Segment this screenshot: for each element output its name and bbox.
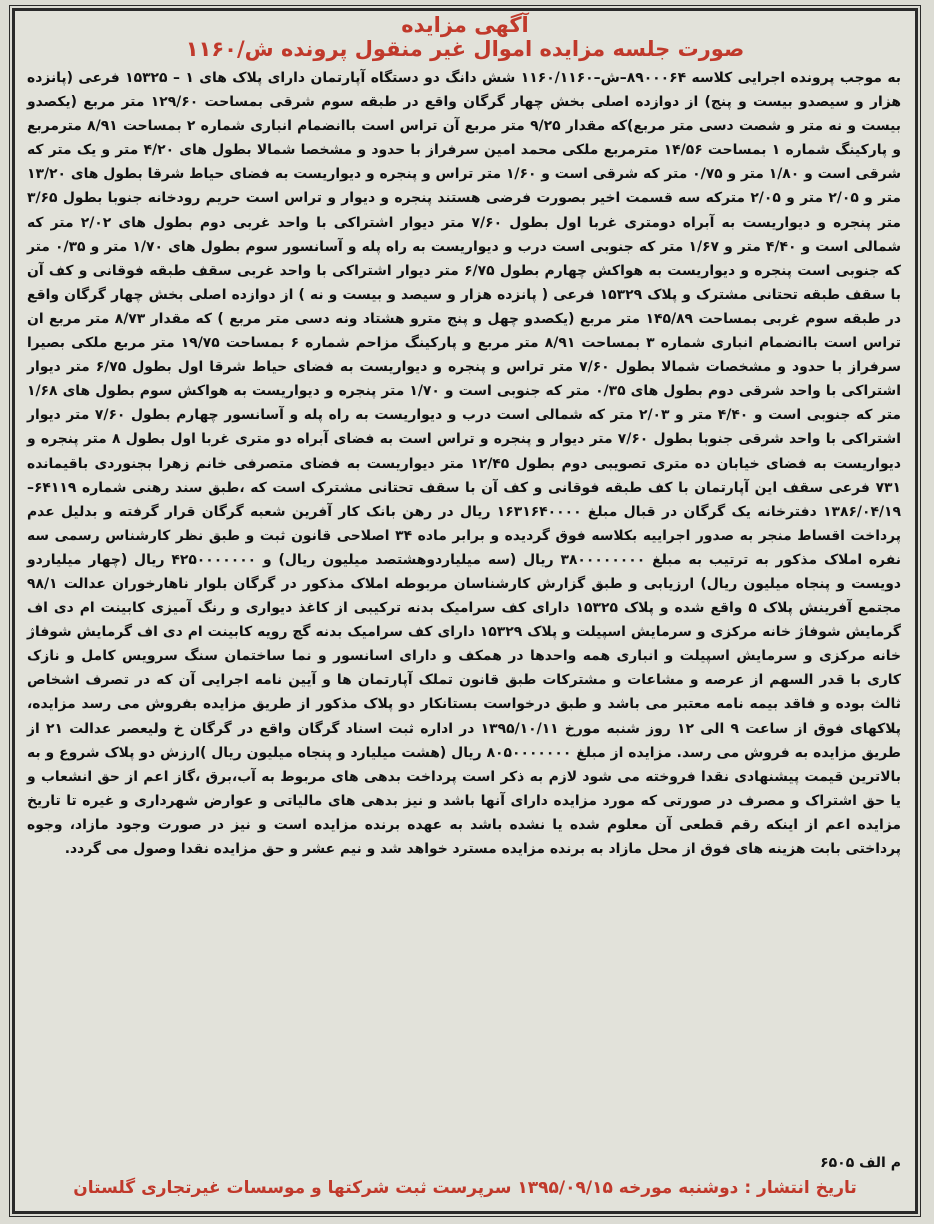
reference-code: م الف ۶۵۰۵: [820, 1155, 901, 1171]
notice-body-text: به موجب پرونده اجرایی کلاسه ۸۹۰۰۰۶۴–ش–۱۱۶۰/۱۱۶۰ شش دانگ دو دستگاه آپارتمان دارای پلاک های ۱ – ۱۵۳۲۵ فرعی (پانزده هزار و سیصدو بیست و پنج) از دوازده اصلی بخش چهار گرگان واقع در طبقه سوم شرقی بمساحت ۱۲۹/۶۰ متر مربع (یکصدو بیست و نه متر و شصت دسی متر مربع)که مقدار ۹/۲۵ متر مربع آن تراس است باانضمام انباری شماره ۲ بمساحت ۸/۹۱ مترمربع و پارکینگ شماره ۱ بمساحت ۱۴/۵۶ مترمربع ملکی محمد امین سرفراز با حدود و مشخصا شمالا بطول های ۴/۲۰ متر و یک متر که شرقی است و ۱/۸۰ متر و ۰/۷۵ متر که شرقی است و ۱/۶۰ متر تراس و پنجره و دیواریست به فضای حیاط شرقا بطول های ۱۳/۲۰ متر و ۲/۰۵ متر و ۲/۰۵ مترکه سه قسمت اخیر بصورت فرضی هستند پنجره و دیوار و تراس است حریم رودخانه جنوبا بطول ۳/۶۵ متر پنجره و دیواریست به آبراه دومتری غربا اول بطول ۷/۶۰ متر دیوار اشتراکی با واحد غربی دوم بطول های ۲/۰۲ متر که شمالی است و ۴/۴۰ متر و ۱/۶۷ متر که جنوبی است درب و دیواریست به راه پله و آسانسور سوم بطول های ۱/۷۰ متر و ۰/۳۵ متر که جنوبی است پنجره و دیواریست به هواکش چهارم بطول ۶/۷۵ متر دیوار اشتراکی با واحد غربی سقف طبقه فوقانی و کف آن با سقف طبقه تحتانی مشترک و پلاک ۱۵۳۲۹ فرعی ( پانزده هزار و سیصد و بیست و نه ) از دوازده اصلی بخش چهار گرگان واقع در طبقه سوم غربی بمساحت ۱۴۵/۸۹ متر مربع (یکصدو چهل و پنج مترو هشتاد ونه دسی متر مربع ) که مقدار ۸/۷۳ متر مربع ان تراس است باانضمام انباری شماره ۳ بمساحت ۸/۹۱ متر مربع و پارکینگ مزاحم شماره ۶ بمساحت ۱۹/۷۵ متر مربع ملکی بصیرا سرفراز با حدود و مشخصات شمالا بطول ۷/۶۰ متر تراس و پنجره و دیواریست به فضای حیاط شرقا اول بطول ۶/۷۵ متر دیوار اشتراکی با واحد شرقی دوم بطول های ۰/۳۵ متر که جنوبی است و ۱/۷۰ متر پنجره و دیواریست به هواکش سوم بطول های ۱/۶۸ متر که جنوبی است و ۴/۴۰ متر و ۲/۰۳ متر که شمالی است درب و دیواریست به راه پله و آسانسور چهارم بطول ۷/۶۰ متر دیوار اشتراکی با واحد شرقی جنوبا بطول ۷/۶۰ متر دیوار و پنجره و تراس است به فضای آبراه دو متری غربا اول بطول ۸ متر پنجره و دیواریست به فضای خیابان ده متری تصویبی دوم بطول ۱۲/۴۵ متر دیواریست به فضای متصرفی خانم زهرا بجنوردی باقیمانده ۷۳۱ فرعی سقف این آپارتمان با کف طبقه فوقانی و کف آن با سقف تحتانی مشترک است که ،طبق سند رهنی شماره ۶۴۱۱۹–۱۳۸۶/۰۴/۱۹ دفترخانه یک گرگان در قبال مبلغ ۱۶۳۱۶۴۰۰۰۰ ریال در رهن بانک کار آفرین شعبه گرگان قرار گرفته و بدلیل عدم پرداخت اقساط منجر به صدور اجراییه بکلاسه فوق گردیده و برابر ماده ۳۴ اصلاحی قانون ثبت و طبق نظر کارشناس رسمی سه نفره املاک مذکور به ترتیب به مبلغ ۳۸۰۰۰۰۰۰۰۰ ریال (سه میلیاردوهشتصد میلیون ریال) و ۴۲۵۰۰۰۰۰۰۰ ریال (چهار میلیاردو دویست و پنجاه میلیون ریال) ارزیابی و طبق گزارش کارشناسان مربوطه املاک مذکور در گرگان بلوار ناهارخوران عدالت ۹۸/۱ مجتمع آفرینش پلاک ۵ واقع شده و پلاک ۱۵۳۲۵ دارای کف سرامیک بدنه ترکیبی از کاغذ دیواری و رنگ آمیزی کابینت ام دی اف گرمایش شوفاژ خانه مرکزی و سرمایش اسپیلت و پلاک ۱۵۳۲۹ دارای کف سرامیک بدنه گچ رویه کابینت ام دی اف گرمایش شوفاژ خانه مرکزی و سرمایش اسپیلت و انباری همه واحدها در همکف و دارای اسانسور و نما ساختمان سنگ سرویس کامل و نازک کاری با قدر السهم از عرصه و مشاعات و مشترکات طبق قانون تملک آپارتمان ها و آیین نامه اجرایی آن که در تصرف اشخاص ثالث بوده و فاقد بیمه نامه معتبر می باشد و طبق درخواست بستانکار دو پلاک مذکور از طریق مزایده بفروش می رسد مزایده، پلاکهای فوق از ساعت ۹ الی ۱۲ روز شنبه مورخ ۱۳۹۵/۱۰/۱۱ در اداره ثبت اسناد گرگان واقع در گرگان خ ولیعصر عدالت ۲۱ از طریق مزایده به فروش می رسد. مزایده از مبلغ ۸۰۵۰۰۰۰۰۰۰ ریال (هشت میلیارد و پنجاه میلیون ریال )ارزش دو پلاک شروع و به بالاترین قیمت پیشنهادی نقدا فروخته می شود لازم به ذکر است پرداخت بدهی های مربوط به آب،برق ،گاز اعم از حق انشعاب و یا حق اشتراک و مصرف در صورتی که مورد مزایده دارای آنها باشد و نیز بدهی های مالیاتی و عوارض شهرداری و غیره تا تاریخ مزایده اعم از اینکه رقم قطعی آن معلوم شده یا نشده باشد به عهده برنده مزایده است و نیز در صورت وجود مازاد، وجوه پرداختی بابت هزینه های فوق از محل مازاد به برنده مزایده مسترد خواهد شد و نیم عشر و حق مزایده نقدا وصول می گردد.: [27, 70, 902, 857]
notice-subtitle: صورت جلسه مزایده اموال غیر منقول پرونده ش/۱۱۶۰: [185, 37, 745, 61]
notice-title: آگهی مزایده: [401, 13, 529, 37]
notice-frame: [12, 8, 918, 1214]
notice-header: [15, 11, 915, 62]
notice-body: [15, 62, 915, 1104]
publication-footer: تاریخ انتشار : دوشنبه مورخه ۱۳۹۵/۰۹/۱۵ سرپرست ثبت شرکتها و موسسات غیرتجاری گلستان: [73, 1178, 857, 1198]
